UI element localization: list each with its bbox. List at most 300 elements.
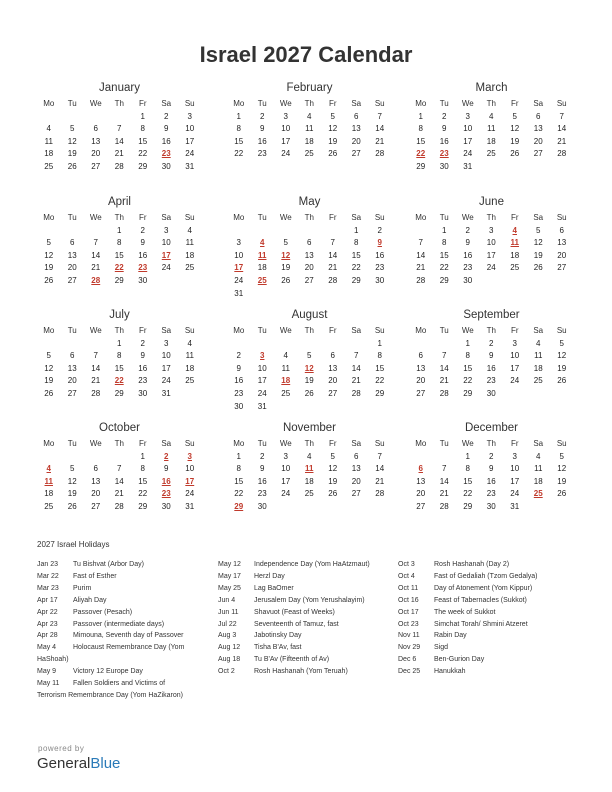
- weekday-header: Mo: [43, 439, 55, 448]
- day-cell: 1: [354, 225, 359, 235]
- holiday-day-cell: 29: [234, 501, 244, 511]
- day-cell: 10: [510, 351, 520, 361]
- day-cell: 3: [512, 451, 517, 461]
- day-cell: 29: [375, 388, 385, 398]
- day-cell: 13: [304, 250, 314, 260]
- day-cell: 15: [114, 363, 124, 373]
- holiday-row: [398, 583, 588, 595]
- holiday-row: [218, 595, 408, 607]
- day-cell: 16: [486, 363, 496, 373]
- day-cell: 3: [187, 111, 192, 121]
- day-cell: 17: [486, 250, 496, 260]
- weekday-header: Tu: [439, 213, 449, 222]
- day-cell: 9: [140, 351, 145, 361]
- day-cell: 30: [375, 275, 385, 285]
- day-cell: 28: [351, 388, 361, 398]
- day-cell: 13: [557, 238, 567, 248]
- empty-cell: [227, 225, 251, 238]
- month-days-grid: [37, 438, 202, 514]
- holiday-name: Seventeenth of Tamuz, fast: [254, 620, 339, 628]
- day-cell: 25: [281, 388, 291, 398]
- day-cell: 10: [257, 363, 267, 373]
- weekday-header: We: [279, 439, 292, 448]
- empty-cell: [108, 111, 132, 124]
- holiday-date: Aug 18: [218, 656, 241, 664]
- empty-cell: [409, 225, 433, 238]
- day-cell: 17: [257, 376, 267, 386]
- day-cell: 29: [138, 501, 148, 511]
- weekday-header: Mo: [415, 439, 427, 448]
- day-cell: 3: [236, 238, 241, 248]
- holiday-day-cell: 2: [164, 451, 169, 461]
- day-cell: 17: [510, 363, 520, 373]
- holiday-name: Shavuot (Feast of Weeks): [254, 608, 335, 616]
- weekday-header: We: [279, 213, 292, 222]
- day-cell: 24: [161, 376, 171, 386]
- day-cell: 29: [463, 501, 473, 511]
- empty-cell: [321, 338, 345, 351]
- month-days-grid: [37, 212, 202, 288]
- day-cell: 27: [351, 489, 361, 499]
- month-february: [227, 82, 392, 161]
- day-cell: 17: [161, 363, 171, 373]
- day-cell: 10: [234, 250, 244, 260]
- holiday-row: [218, 583, 408, 595]
- day-cell: 5: [283, 238, 288, 248]
- weekday-header: We: [279, 99, 292, 108]
- day-cell: 20: [304, 263, 314, 273]
- month-days-grid: [227, 438, 392, 514]
- holiday-name: Simchat Torah/ Shmini Atzeret: [434, 620, 528, 628]
- holiday-date: Oct 17: [398, 608, 419, 616]
- day-cell: 7: [330, 238, 335, 248]
- empty-cell: [433, 451, 457, 464]
- empty-cell: [61, 225, 85, 238]
- day-cell: 21: [375, 136, 385, 146]
- holiday-date: May 11: [37, 680, 60, 688]
- weekday-header: Fr: [510, 213, 519, 222]
- day-cell: 15: [234, 476, 244, 486]
- day-cell: 7: [93, 238, 98, 248]
- day-cell: 21: [114, 149, 124, 159]
- day-cell: 21: [557, 136, 567, 146]
- day-cell: 15: [234, 136, 244, 146]
- holiday-day-cell: 9: [377, 238, 382, 248]
- holiday-name: Mimouna, Seventh day of Passover: [73, 632, 184, 640]
- day-cell: 4: [307, 111, 312, 121]
- day-cell: 10: [463, 124, 473, 134]
- day-cell: 8: [236, 124, 241, 134]
- day-cell: 11: [487, 124, 496, 134]
- day-cell: 18: [257, 263, 267, 273]
- empty-cell: [61, 451, 85, 464]
- day-cell: 20: [67, 376, 77, 386]
- day-cell: 15: [375, 363, 385, 373]
- weekday-header: Th: [304, 213, 314, 222]
- day-cell: 13: [416, 476, 426, 486]
- day-cell: 30: [138, 275, 148, 285]
- holiday-date: Dec 6: [398, 656, 417, 664]
- holiday-row: [218, 559, 408, 571]
- weekday-header: We: [89, 213, 102, 222]
- day-cell: 14: [328, 250, 338, 260]
- day-cell: 18: [533, 363, 543, 373]
- day-cell: 8: [140, 124, 145, 134]
- day-cell: 16: [257, 476, 267, 486]
- holiday-date: May 17: [218, 572, 241, 580]
- holiday-date: Jun 11: [218, 608, 239, 616]
- month-days-grid: [37, 98, 202, 174]
- day-cell: 10: [486, 238, 496, 248]
- weekday-header: Th: [114, 213, 124, 222]
- day-cell: 16: [138, 363, 148, 373]
- day-cell: 24: [185, 149, 195, 159]
- day-cell: 16: [375, 250, 385, 260]
- day-cell: 6: [330, 351, 335, 361]
- holiday-row: [398, 607, 588, 619]
- month-october: [37, 422, 202, 514]
- holiday-row: [398, 595, 588, 607]
- holiday-row: [37, 619, 227, 631]
- day-cell: 30: [486, 501, 496, 511]
- day-cell: 23: [257, 489, 267, 499]
- holiday-date: Apr 23: [37, 620, 58, 628]
- month-name: October: [99, 422, 140, 434]
- holiday-date: May 4: [37, 644, 57, 652]
- day-cell: 1: [442, 225, 447, 235]
- holiday-day-cell: 23: [138, 263, 148, 273]
- day-cell: 21: [375, 476, 385, 486]
- day-cell: 18: [44, 489, 54, 499]
- day-cell: 27: [67, 275, 77, 285]
- day-cell: 24: [510, 489, 520, 499]
- holiday-day-cell: 11: [305, 464, 314, 474]
- day-cell: 5: [46, 238, 51, 248]
- holiday-name: Tu Bishvat (Arbor Day): [73, 561, 144, 568]
- empty-cell: [84, 338, 108, 351]
- day-cell: 1: [465, 451, 470, 461]
- day-cell: 20: [557, 250, 567, 260]
- day-cell: 31: [463, 161, 473, 171]
- weekday-header: Su: [184, 99, 195, 108]
- day-cell: 30: [463, 275, 473, 285]
- holiday-row: [37, 642, 227, 654]
- day-cell: 12: [510, 124, 520, 134]
- day-cell: 5: [330, 111, 335, 121]
- day-cell: 10: [281, 124, 291, 134]
- day-cell: 15: [416, 136, 426, 146]
- weekday-header: Sa: [351, 326, 362, 335]
- day-cell: 9: [164, 124, 169, 134]
- day-cell: 16: [161, 136, 171, 146]
- holiday-name: Independence Day (Yom HaAtzmaut): [254, 561, 370, 568]
- day-cell: 19: [328, 136, 338, 146]
- day-cell: 26: [281, 275, 291, 285]
- month-april: [37, 196, 202, 288]
- day-cell: 16: [234, 376, 244, 386]
- brand-general: General: [37, 755, 91, 772]
- day-cell: 1: [236, 111, 241, 121]
- day-cell: 12: [67, 476, 77, 486]
- day-cell: 19: [328, 476, 338, 486]
- day-cell: 23: [138, 376, 148, 386]
- day-cell: 20: [416, 376, 426, 386]
- weekday-header: Sa: [533, 99, 544, 108]
- day-cell: 17: [510, 476, 520, 486]
- holiday-date: Mar 22: [37, 572, 59, 580]
- day-cell: 1: [140, 451, 145, 461]
- day-cell: 20: [533, 136, 543, 146]
- weekday-header: Mo: [43, 213, 55, 222]
- day-cell: 2: [164, 111, 169, 121]
- holiday-row: [398, 559, 588, 571]
- day-cell: 17: [281, 476, 291, 486]
- day-cell: 31: [510, 501, 520, 511]
- holiday-day-cell: 23: [161, 489, 171, 499]
- day-cell: 5: [512, 111, 517, 121]
- day-cell: 7: [93, 351, 98, 361]
- day-cell: 16: [439, 136, 449, 146]
- day-cell: 25: [533, 376, 543, 386]
- holiday-date: Mar 23: [37, 584, 59, 592]
- day-cell: 22: [234, 149, 244, 159]
- month-days-grid: [37, 325, 202, 401]
- weekday-header: Sa: [351, 213, 362, 222]
- weekday-header: We: [461, 99, 474, 108]
- day-cell: 21: [114, 489, 124, 499]
- day-cell: 1: [418, 111, 423, 121]
- day-cell: 2: [465, 225, 470, 235]
- day-cell: 21: [416, 263, 426, 273]
- day-cell: 16: [486, 476, 496, 486]
- day-cell: 26: [67, 501, 77, 511]
- holiday-name: Lag BaOmer: [254, 584, 294, 592]
- weekday-header: Fr: [510, 326, 519, 335]
- holiday-date: Oct 4: [398, 572, 415, 580]
- month-name: January: [99, 82, 140, 94]
- day-cell: 24: [234, 275, 244, 285]
- day-cell: 2: [260, 111, 265, 121]
- weekday-header: Su: [556, 439, 567, 448]
- day-cell: 14: [416, 250, 426, 260]
- holiday-day-cell: 23: [161, 149, 171, 159]
- empty-cell: [37, 451, 61, 464]
- day-cell: 28: [439, 501, 449, 511]
- day-cell: 30: [138, 388, 148, 398]
- day-cell: 11: [534, 464, 543, 474]
- month-days-grid: [409, 438, 574, 514]
- holiday-row: [398, 666, 588, 678]
- weekday-header: Mo: [233, 439, 245, 448]
- day-cell: 7: [354, 351, 359, 361]
- weekday-header: Fr: [328, 326, 337, 335]
- month-june: [409, 196, 574, 288]
- day-cell: 6: [307, 238, 312, 248]
- day-cell: 13: [91, 136, 101, 146]
- holiday-name: Rosh Hashanah (Day 2): [434, 561, 510, 568]
- weekday-header: Mo: [233, 213, 245, 222]
- day-cell: 21: [328, 263, 338, 273]
- weekday-header: Sa: [161, 99, 172, 108]
- day-cell: 22: [138, 489, 148, 499]
- day-cell: 2: [377, 225, 382, 235]
- weekday-header: Su: [374, 213, 385, 222]
- month-name: May: [298, 196, 321, 208]
- holiday-day-cell: 6: [418, 464, 423, 474]
- weekday-header: Mo: [415, 326, 427, 335]
- weekday-header: Sa: [533, 439, 544, 448]
- month-name: June: [479, 196, 504, 208]
- holiday-date: Dec 25: [398, 668, 421, 676]
- empty-cell: [61, 338, 85, 351]
- day-cell: 10: [510, 464, 520, 474]
- holiday-name: Aliyah Day: [73, 596, 107, 604]
- day-cell: 14: [351, 363, 361, 373]
- day-cell: 15: [463, 363, 473, 373]
- weekday-header: Tu: [439, 326, 449, 335]
- month-july: [37, 309, 202, 401]
- empty-cell: [251, 225, 275, 238]
- day-cell: 2: [140, 338, 145, 348]
- day-cell: 22: [138, 149, 148, 159]
- day-cell: 7: [442, 351, 447, 361]
- holiday-row: [37, 559, 227, 571]
- holiday-column: [218, 559, 408, 678]
- day-cell: 19: [44, 376, 54, 386]
- day-cell: 25: [185, 263, 195, 273]
- day-cell: 26: [557, 376, 567, 386]
- day-cell: 20: [91, 149, 101, 159]
- day-cell: 24: [486, 263, 496, 273]
- brand-logo[interactable]: [37, 755, 120, 772]
- day-cell: 30: [161, 161, 171, 171]
- weekday-header: We: [279, 326, 292, 335]
- holiday-day-cell: 22: [114, 263, 124, 273]
- day-cell: 3: [489, 225, 494, 235]
- day-cell: 22: [439, 263, 449, 273]
- holiday-day-cell: 4: [46, 464, 51, 474]
- day-cell: 29: [351, 275, 361, 285]
- day-cell: 20: [351, 136, 361, 146]
- day-cell: 3: [283, 451, 288, 461]
- day-cell: 7: [117, 464, 122, 474]
- holiday-column: [37, 559, 227, 702]
- holiday-row: [218, 630, 408, 642]
- day-cell: 2: [140, 225, 145, 235]
- holiday-row: [398, 619, 588, 631]
- day-cell: 4: [187, 225, 192, 235]
- weekday-header: Tu: [67, 213, 77, 222]
- day-cell: 19: [281, 263, 291, 273]
- day-cell: 1: [117, 225, 122, 235]
- day-cell: 23: [463, 263, 473, 273]
- day-cell: 12: [557, 464, 567, 474]
- day-cell: 23: [486, 489, 496, 499]
- day-cell: 12: [67, 136, 77, 146]
- day-cell: 10: [281, 464, 291, 474]
- day-cell: 5: [330, 451, 335, 461]
- weekday-header: Th: [486, 213, 496, 222]
- holiday-day-cell: 28: [91, 275, 101, 285]
- day-cell: 13: [67, 250, 77, 260]
- day-cell: 8: [465, 351, 470, 361]
- holiday-row: [398, 571, 588, 583]
- day-cell: 4: [536, 451, 541, 461]
- day-cell: 1: [140, 111, 145, 121]
- empty-cell: [321, 225, 345, 238]
- weekday-header: Tu: [439, 439, 449, 448]
- empty-cell: [61, 111, 85, 124]
- day-cell: 26: [510, 149, 520, 159]
- empty-cell: [409, 338, 433, 351]
- day-cell: 9: [236, 363, 241, 373]
- weekday-header: Su: [374, 99, 385, 108]
- holiday-day-cell: 22: [416, 149, 426, 159]
- day-cell: 14: [439, 363, 449, 373]
- day-cell: 6: [536, 111, 541, 121]
- day-cell: 3: [164, 338, 169, 348]
- day-cell: 4: [489, 111, 494, 121]
- day-cell: 2: [489, 451, 494, 461]
- day-cell: 13: [351, 124, 361, 134]
- holiday-name: Purim: [73, 584, 92, 592]
- day-cell: 19: [533, 250, 543, 260]
- day-cell: 17: [281, 136, 291, 146]
- weekday-header: Su: [374, 326, 385, 335]
- holiday-name: Fallen Soldiers and Victims of: [73, 680, 166, 688]
- day-cell: 15: [463, 476, 473, 486]
- page-title: Israel 2027 Calendar: [199, 42, 413, 67]
- day-cell: 21: [91, 376, 101, 386]
- empty-cell: [274, 225, 298, 238]
- day-cell: 28: [557, 149, 567, 159]
- holiday-name: Passover (intermediate days): [73, 620, 165, 628]
- day-cell: 28: [114, 501, 124, 511]
- month-name: December: [464, 422, 519, 434]
- month-september: [409, 309, 574, 401]
- day-cell: 12: [557, 351, 567, 361]
- month-november: [227, 422, 392, 514]
- holiday-day-cell: 12: [281, 250, 291, 260]
- weekday-header: Th: [486, 99, 496, 108]
- weekday-header: Th: [114, 439, 124, 448]
- day-cell: 2: [489, 338, 494, 348]
- day-cell: 30: [161, 501, 171, 511]
- day-cell: 21: [351, 376, 361, 386]
- holiday-day-cell: 4: [260, 238, 265, 248]
- day-cell: 31: [234, 288, 244, 298]
- month-december: [409, 422, 574, 514]
- holiday-date: Oct 11: [398, 584, 419, 592]
- day-cell: 25: [44, 501, 54, 511]
- empty-cell: [298, 225, 322, 238]
- day-cell: 30: [234, 401, 244, 411]
- weekday-header: Sa: [161, 213, 172, 222]
- day-cell: 27: [416, 501, 426, 511]
- day-cell: 27: [91, 501, 101, 511]
- day-cell: 3: [164, 225, 169, 235]
- weekday-header: Th: [304, 99, 314, 108]
- day-cell: 14: [439, 476, 449, 486]
- weekday-header: Tu: [257, 326, 267, 335]
- day-cell: 16: [257, 136, 267, 146]
- day-cell: 3: [512, 338, 517, 348]
- day-cell: 23: [234, 388, 244, 398]
- day-cell: 24: [463, 149, 473, 159]
- day-cell: 29: [138, 161, 148, 171]
- holiday-row: [218, 642, 408, 654]
- weekday-header: Mo: [415, 213, 427, 222]
